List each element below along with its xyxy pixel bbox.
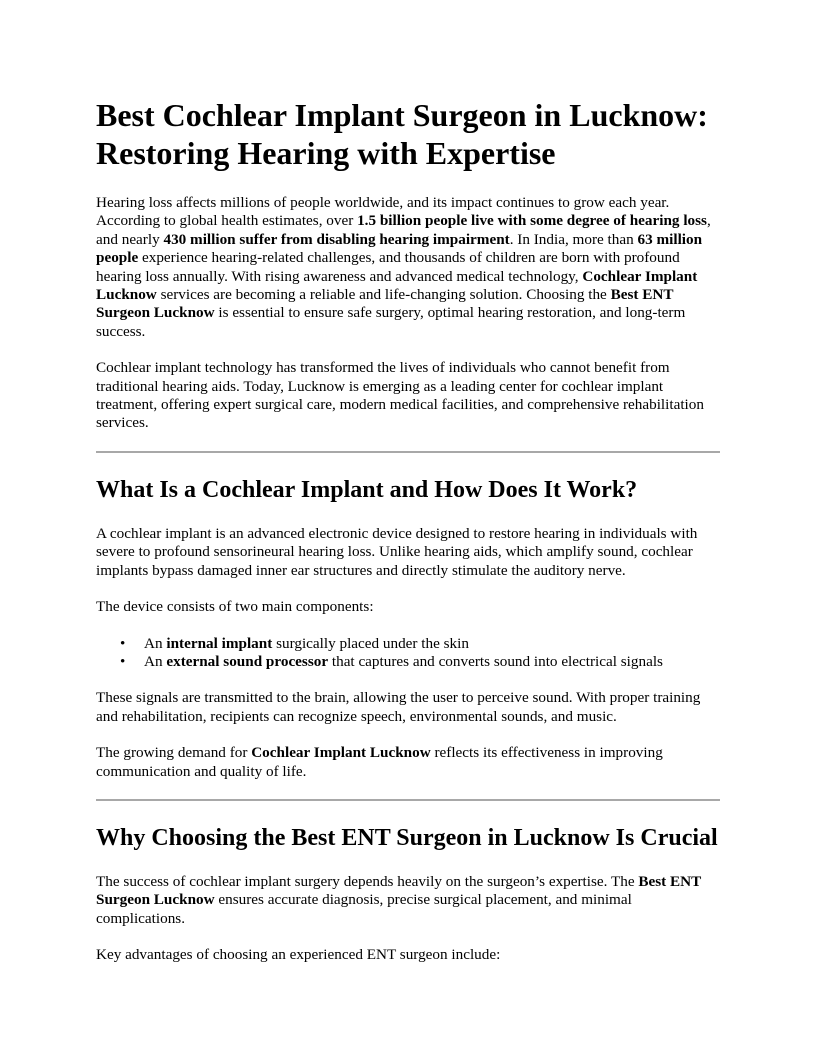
section-heading-ent-surgeon: Why Choosing the Best ENT Surgeon in Lucknow Is Crucial xyxy=(96,824,718,851)
section-divider xyxy=(96,451,720,453)
intro-text-2: , and nearly xyxy=(96,212,711,248)
section-divider xyxy=(96,799,720,801)
s2p1-bold-1: Best ENT Surgeon Lucknow xyxy=(96,872,701,909)
intro-bold-4: Cochlear Implant Lucknow xyxy=(96,267,698,304)
intro-paragraph-2: Cochlear implant technology has transformed the lives of individuals who cannot benefit from traditional hearing aids. Today, Lucknow is emerging as a leading center for cochlear implant treatment, offering expert surgical care, modern medical facilities, and comprehensive rehabilitation services. xyxy=(96,359,704,432)
s2p1-text-1: The success of cochlear implant surgery depends heavily on the surgeon’s expertise. The xyxy=(96,872,639,890)
list-item-pre: An xyxy=(144,652,167,670)
components-list xyxy=(96,635,720,672)
section2-paragraph-2: Key advantages of choosing an experienced ENT surgeon include: xyxy=(96,946,501,964)
s2p1-text-2: ensures accurate diagnosis, precise surgical placement, and minimal complications. xyxy=(96,891,632,927)
intro-text-6: is essential to ensure safe surgery, optimal hearing restoration, and long-term success. xyxy=(96,304,686,340)
intro-text-3: . In India, more than xyxy=(509,230,638,248)
section1-paragraph-4 xyxy=(96,744,720,781)
section1-paragraph-3: These signals are transmitted to the brain, allowing the user to perceive sound. With proper training and rehabilitation, recipients can recognize speech, environmental sounds, and music. xyxy=(96,689,701,725)
intro-paragraph xyxy=(96,194,720,341)
list-item-bold: internal implant xyxy=(166,634,273,652)
section2-paragraph-1 xyxy=(96,873,720,928)
list-item-pre: An xyxy=(144,634,167,652)
bullet-icon: • xyxy=(120,634,126,652)
list-item-post: surgically placed under the skin xyxy=(272,634,469,652)
list-item-bold: external sound processor xyxy=(166,652,329,670)
intro-bold-3: 63 million people xyxy=(96,230,703,267)
section-heading-cochlear-implant: What Is a Cochlear Implant and How Does It Work? xyxy=(96,476,638,503)
intro-bold-5: Best ENT Surgeon Lucknow xyxy=(96,286,674,322)
list-item xyxy=(120,653,720,671)
section1-paragraph-1: A cochlear implant is an advanced electronic device designed to restore hearing in individuals with severe to profound sensorineural hearing loss. Unlike hearing aids, which amplify sound, cochlear implants bypass damaged inner ear structures and directly stimulate the auditory nerve. xyxy=(96,524,698,579)
s1p4-text-1: The growing demand for xyxy=(96,744,252,762)
page-title-line2: Restoring Hearing with Expertise xyxy=(96,135,556,171)
intro-text-5: services are becoming a reliable and life-changing solution. Choosing the xyxy=(156,286,611,304)
document-page xyxy=(96,96,720,983)
page-title-line1: Best Cochlear Implant Surgeon in Lucknow: xyxy=(96,97,708,133)
intro-text-1: Hearing loss affects millions of people worldwide, and its impact continues to grow each year. According to global health estimates, over xyxy=(96,194,670,230)
page-title xyxy=(96,96,720,172)
list-item-post: that captures and converts sound into electrical signals xyxy=(328,652,663,670)
bullet-icon: • xyxy=(120,652,126,670)
s1p4-text-2: reflects its effectiveness in improving communication and quality of life. xyxy=(96,744,663,780)
intro-bold-2: 430 million suffer from disabling hearing impairment xyxy=(163,230,510,248)
intro-text-4: experience hearing-related challenges, and thousands of children are born with profound hearing loss annually. With rising awareness and advanced medical technology, xyxy=(96,249,680,285)
intro-bold-1: 1.5 billion people live with some degree of hearing loss xyxy=(357,212,707,230)
list-item xyxy=(120,635,720,653)
s1p4-bold-1: Cochlear Implant Lucknow xyxy=(251,744,431,762)
section1-paragraph-2: The device consists of two main components: xyxy=(96,598,374,616)
